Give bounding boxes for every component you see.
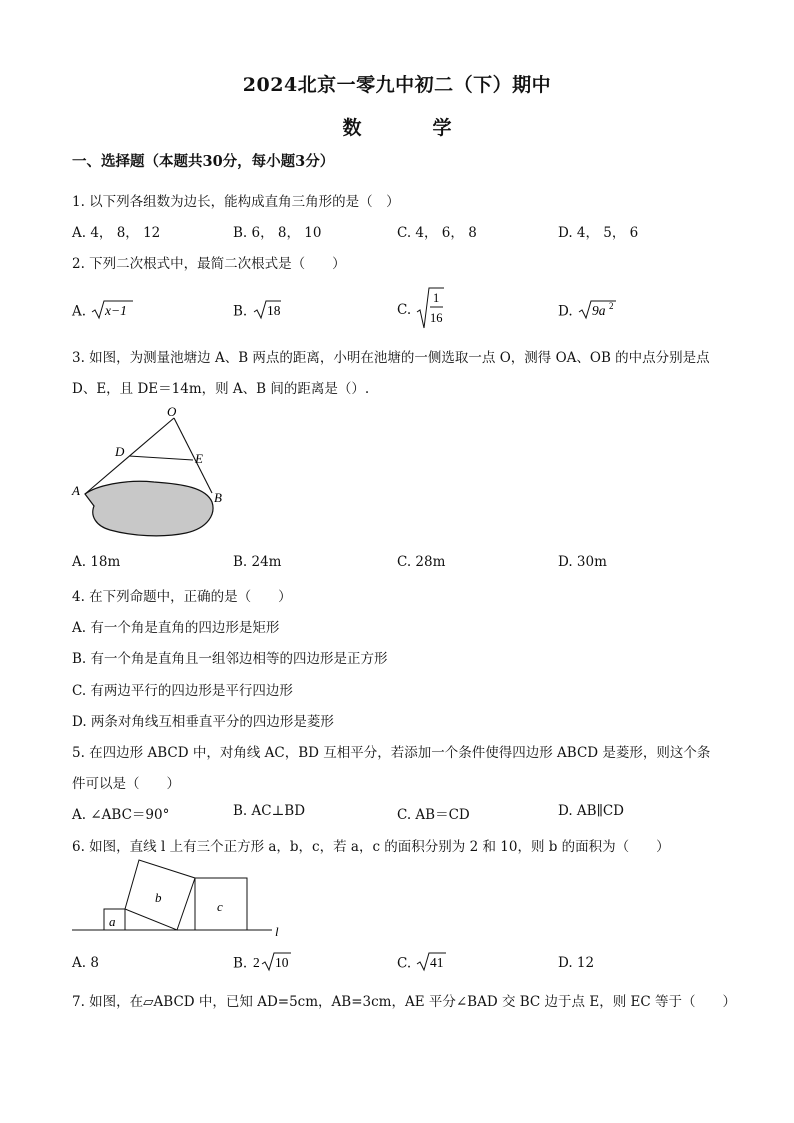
q6-option-c	[397, 951, 447, 977]
q4-option-a: A. 有一个角是直角的四边形是矩形	[72, 620, 280, 636]
label-E: E	[195, 451, 203, 466]
segment-OB	[174, 418, 212, 493]
label-l: l	[275, 924, 279, 939]
q3-option-d: D. 30m	[558, 554, 607, 570]
q6-option-d: D. 12	[558, 955, 595, 971]
q3-option-a: A. 18m	[72, 554, 121, 570]
label-b: b	[155, 890, 162, 905]
q2-c-denominator: 16	[430, 311, 443, 325]
q2-option-a	[72, 299, 134, 325]
q6-stem: 6. 如图，直线 l 上有三个正方形 a，b，c，若 a，c 的面积分别为 2 和 10，则 b 的面积为（ ）	[72, 839, 670, 855]
label-D: D	[115, 444, 125, 459]
q6-c-radicand: 41	[430, 955, 444, 970]
q2-option-c-label: C.	[397, 302, 412, 318]
q3-option-b: B. 24m	[233, 554, 282, 570]
q5-stem-line1: 5. 在四边形 ABCD 中，对角线 AC，BD 互相平分，若添加一个条件使得四边形 ABCD 是菱形，则这个条	[72, 745, 711, 761]
q1-option-d: D. 4， 5， 6	[558, 225, 639, 241]
section-heading: 一、选择题（本题共30分，每小题3分）	[72, 153, 335, 170]
q6-option-a: A. 8	[72, 955, 99, 971]
label-c: c	[217, 899, 223, 914]
q2-c-numerator: 1	[433, 291, 440, 305]
q4-option-b: B. 有一个角是直角且一组邻边相等的四边形是正方形	[72, 651, 388, 667]
q5-option-b: B. AC⊥BD	[233, 803, 306, 819]
q1-option-c: C. 4， 6， 8	[397, 225, 477, 241]
q5-option-c: C. AB＝CD	[397, 807, 470, 823]
q5-option-d: D. AB∥CD	[558, 803, 624, 819]
q3-option-c: C. 28m	[397, 554, 446, 570]
q2-d-exponent: 2	[608, 301, 614, 311]
q3-stem-line1: 3. 如图，为测量池塘边 A、B 两点的距离，小明在池塘的一侧选取一点 O，测得 OA、OB 的中点分别是点	[72, 350, 710, 366]
q2-d-radicand: 9a	[591, 303, 606, 318]
q6-option-b	[233, 951, 292, 977]
pond-shape	[85, 481, 213, 536]
q2-b-radicand: 18	[266, 303, 281, 318]
label-O: O	[167, 404, 177, 419]
q6-figure	[66, 855, 296, 940]
label-A: A	[72, 483, 80, 498]
q5-stem-line2: 件可以是（ ）	[72, 776, 180, 792]
q7-stem: 7. 如图，在▱ABCD 中，已知 AD=5cm，AB=3cm，AE 平分∠BAD 交 BC 边于点 E，则 EC 等于（ ）	[72, 994, 736, 1010]
q1-option-a: A. 4， 8， 12	[72, 225, 161, 241]
q6-option-b-label: B.	[233, 955, 248, 972]
q6-option-c-label: C.	[397, 955, 412, 972]
q2-a-radicand: x−1	[105, 303, 128, 318]
subject-title: 数 学	[342, 117, 478, 139]
segment-DE	[129, 456, 193, 460]
sqrt-icon	[90, 299, 134, 325]
label-B: B	[214, 490, 222, 505]
q4-option-d: D. 两条对角线互相垂直平分的四边形是菱形	[72, 714, 334, 730]
q1-option-b: B. 6， 8， 10	[233, 225, 322, 241]
sqrt-fraction-icon	[415, 286, 445, 334]
page-title: 2024北京一零九中初二（下）期中	[242, 74, 552, 96]
q6-b-radicand: 10	[274, 955, 289, 970]
q2-option-d-label: D.	[558, 303, 573, 320]
q4-option-c: C. 有两边平行的四边形是平行四边形	[72, 683, 293, 699]
q2-option-c	[397, 286, 445, 334]
q3-stem-line2: D、E，且 DE＝14m，则 A、B 间的距离是（）.	[72, 381, 370, 397]
q2-option-a-label: A.	[72, 303, 87, 320]
q2-stem: 2. 下列二次根式中，最简二次根式是（ ）	[72, 256, 346, 272]
q2-option-b-label: B.	[233, 303, 248, 320]
label-a: a	[109, 914, 116, 929]
q4-stem: 4. 在下列命题中，正确的是（ ）	[72, 589, 292, 605]
q2-option-d	[558, 299, 617, 325]
sqrt-icon	[577, 299, 617, 325]
q6-b-coefficient: 2	[252, 955, 260, 970]
sqrt-icon	[252, 951, 292, 977]
sqrt-icon	[415, 951, 447, 977]
q5-option-a: A. ∠ABC＝90°	[72, 807, 170, 823]
q2-option-b	[233, 299, 282, 325]
q3-figure	[66, 402, 226, 542]
q1-stem: 1. 以下列各组数为边长，能构成直角三角形的是（ ）	[72, 194, 400, 210]
sqrt-icon	[252, 299, 282, 325]
